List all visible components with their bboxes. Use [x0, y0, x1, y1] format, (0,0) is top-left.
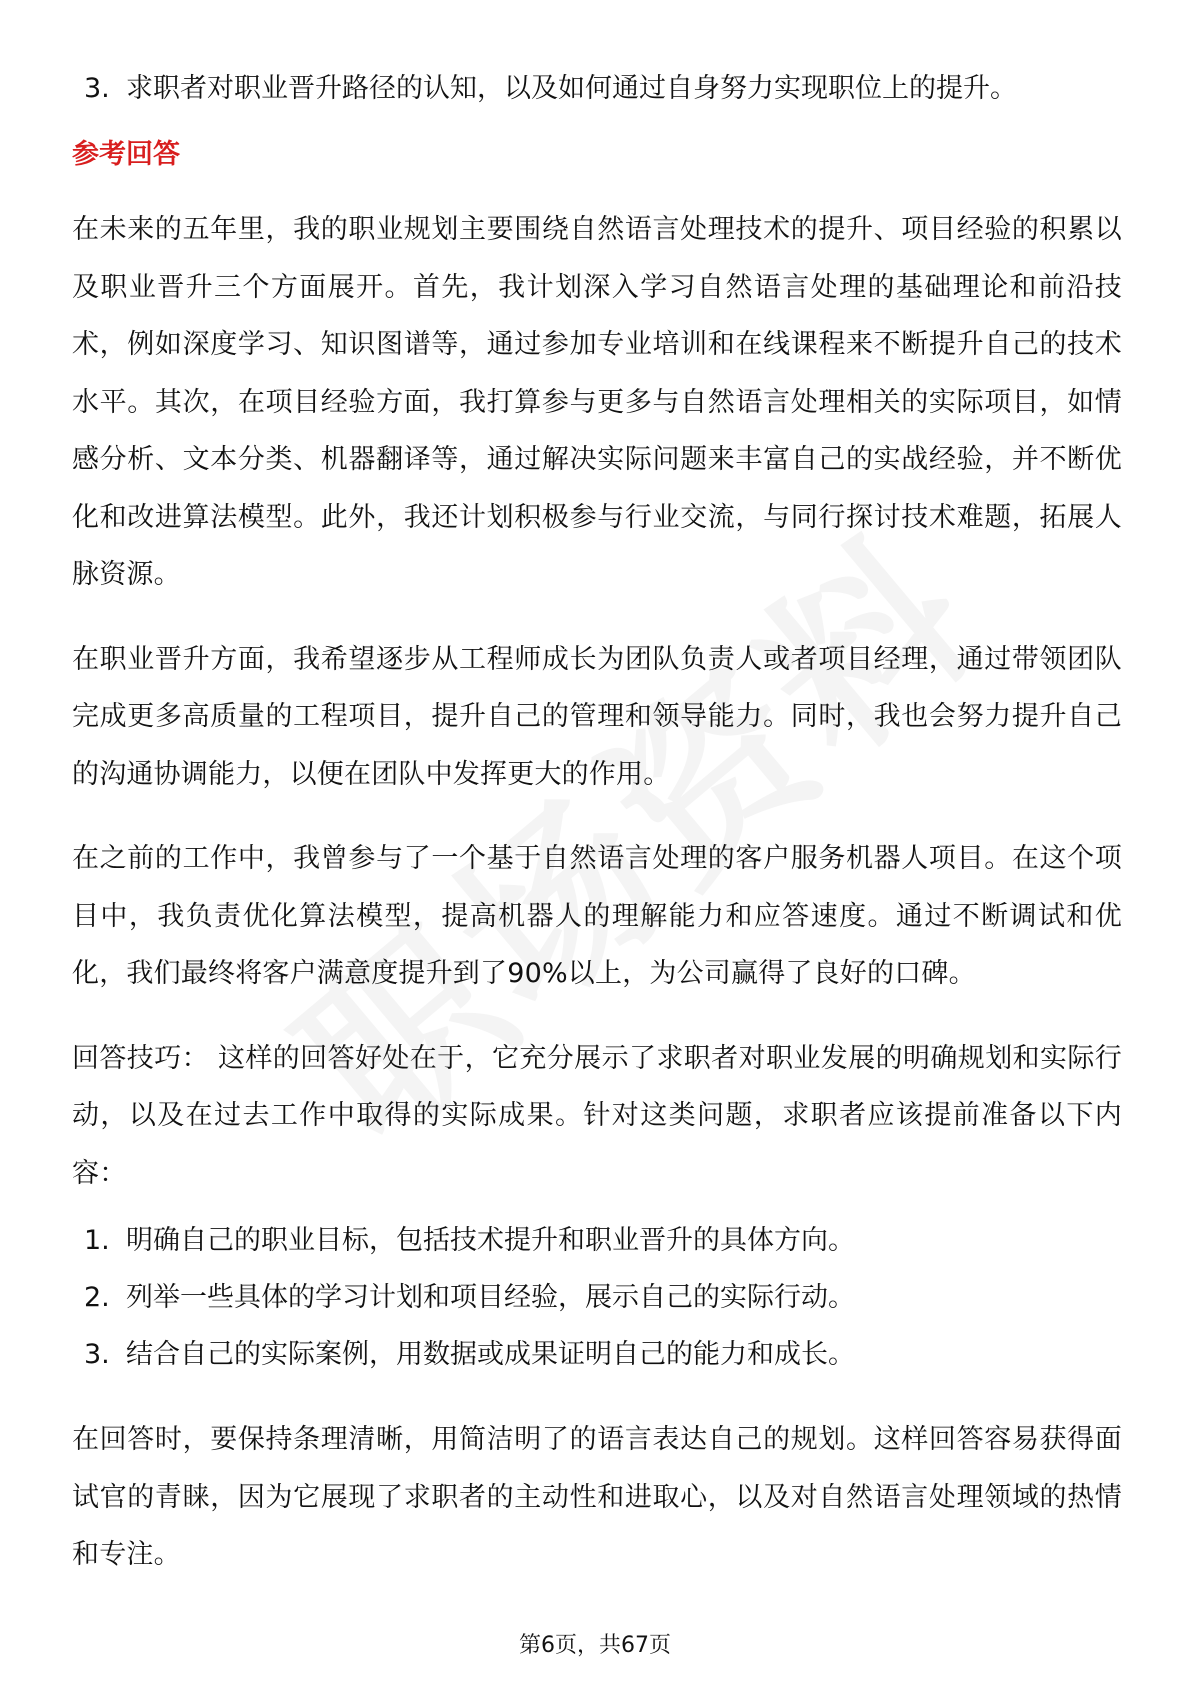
tips-intro-paragraph: 回答技巧： 这样的回答好处在于，它充分展示了求职者对职业发展的明确规划和实际行动，以及在过去工作中取得的实际成果。针对这类问题，求职者应该提前准备以下内容：	[72, 1042, 1122, 1189]
list-item	[72, 1326, 1122, 1383]
list-number: 1.	[84, 1225, 110, 1256]
list-number: 3.	[84, 73, 110, 104]
list-text: 求职者对职业晋升路径的认知，以及如何通过自身努力实现职位上的提升。	[126, 73, 1017, 104]
answer-paragraph-3: 在之前的工作中，我曾参与了一个基于自然语言处理的客户服务机器人项目。在这个项目中，我负责优化算法模型，提高机器人的理解能力和应答速度。通过不断调试和优化，我们最终将客户满意度提升到了90%以上，为公司赢得了良好的口碑。	[72, 843, 1122, 989]
closing-paragraph: 在回答时，要保持条理清晰，用简洁明了的语言表达自己的规划。这样回答容易获得面试官的青睐，因为它展现了求职者的主动性和进取心，以及对自然语言处理领域的热情和专注。	[72, 1424, 1122, 1570]
list-item	[72, 1212, 1122, 1269]
tips-list	[72, 1212, 1122, 1383]
section-heading: 参考回答	[72, 139, 180, 170]
list-number: 2.	[84, 1282, 110, 1313]
list-number: 3.	[84, 1339, 110, 1370]
list-item	[72, 60, 1122, 117]
question-points-list	[72, 60, 1122, 117]
answer-paragraph-1: 在未来的五年里，我的职业规划主要围绕自然语言处理技术的提升、项目经验的积累以及职业晋升三个方面展开。首先，我计划深入学习自然语言处理的基础理论和前沿技术，例如深度学习、知识图谱等，通过参加专业培训和在线课程来不断提升自己的技术水平。其次，在项目经验方面，我打算参与更多与自然语言处理相关的实际项目，如情感分析、文本分类、机器翻译等，通过解决实际问题来丰富自己的实战经验，并不断优化和改进算法模型。此外，我还计划积极参与行业交流，与同行探讨技术难题，拓展人脉资源。	[72, 214, 1122, 590]
list-text: 明确自己的职业目标，包括技术提升和职业晋升的具体方向。	[126, 1225, 855, 1256]
list-text: 列举一些具体的学习计划和项目经验，展示自己的实际行动。	[126, 1282, 855, 1313]
list-item	[72, 1269, 1122, 1326]
list-text: 结合自己的实际案例，用数据或成果证明自己的能力和成长。	[126, 1339, 855, 1370]
page-footer: 第6页，共67页	[519, 1633, 671, 1658]
page-content	[72, 60, 1122, 1611]
answer-paragraph-2: 在职业晋升方面，我希望逐步从工程师成长为团队负责人或者项目经理，通过带领团队完成更多高质量的工程项目，提升自己的管理和领导能力。同时，我也会努力提升自己的沟通协调能力，以便在团队中发挥更大的作用。	[72, 643, 1122, 790]
